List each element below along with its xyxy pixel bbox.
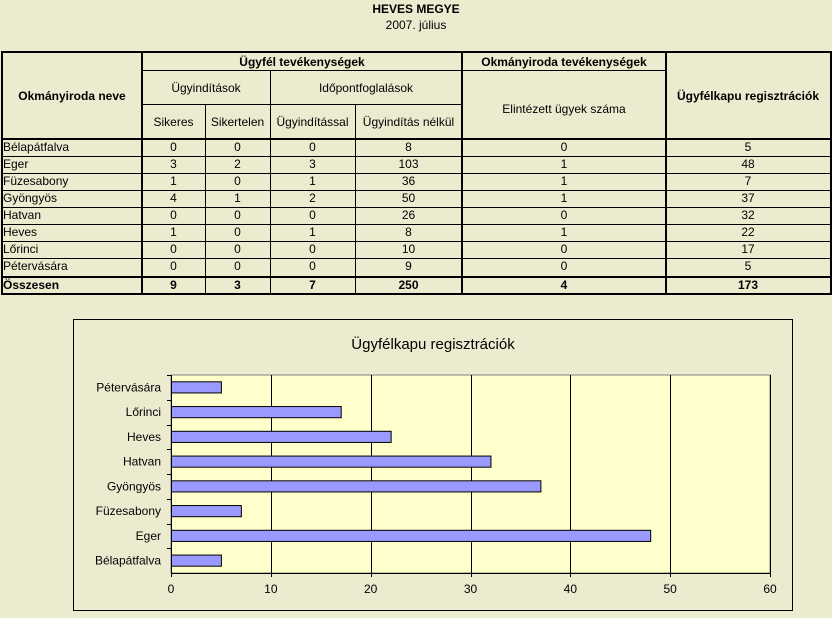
category-label: Eger [135,528,161,543]
bar [172,481,541,492]
value-cell: 0 [309,140,316,154]
value-cell: 0 [234,242,241,256]
value-cell: 1 [170,225,177,239]
value-cell: 0 [234,140,241,154]
value-cell: 22 [741,225,755,239]
category-label: Gyöngyös [106,479,161,494]
value-cell: 0 [309,242,316,256]
value-cell: 1 [309,225,316,239]
bar [172,382,222,393]
value-cell: 10 [401,242,416,256]
value-cell: 0 [309,208,316,222]
value-cell: 0 [170,140,177,154]
header-cases-done: Elintézett ügyek száma [502,102,626,116]
value-cell: 48 [741,157,755,171]
header-office-activity: Okmányiroda tevékenységek [481,54,647,69]
total-label: Összesen [3,278,60,292]
rule [142,104,462,105]
total-value-cell: 173 [737,278,759,292]
office-name-cell: Gyöngyös [3,191,58,205]
value-cell: 1 [234,191,241,205]
category-label: Bélapátfalva [94,553,161,568]
value-cell: 0 [560,140,568,154]
report-subtitle: 2007. július [385,18,447,32]
x-tick-label: 0 [167,582,175,596]
value-cell: 4 [170,191,177,205]
value-cell: 5 [744,140,752,154]
rule [142,70,462,71]
value-cell: 17 [741,242,755,256]
value-cell: 7 [744,174,752,188]
office-name-cell: Füzesabony [3,174,69,188]
header-unsuccessful: Sikertelen [210,115,265,129]
bar [172,506,242,517]
x-tick-label: 60 [763,582,777,596]
value-cell: 5 [744,259,752,273]
value-cell: 0 [170,259,177,273]
header-office-name: Okmányiroda neve [18,88,126,103]
bar [172,555,222,566]
header-appointments: Időpontfoglalások [318,80,414,95]
value-cell: 37 [741,191,755,205]
x-tick-label: 50 [663,582,677,596]
value-cell: 0 [234,225,241,239]
value-cell: 50 [401,191,416,205]
total-value-cell: 3 [234,278,241,292]
x-tick-label: 20 [363,582,378,596]
plot-area [171,375,770,573]
value-cell: 0 [560,242,568,256]
value-cell: 3 [309,157,316,171]
value-cell: 36 [401,174,416,188]
header-successful: Sikeres [153,115,194,129]
value-cell: 9 [405,259,412,273]
total-value-cell: 9 [170,278,177,292]
office-name-cell: Hatvan [3,208,42,222]
category-label: Hatvan [122,454,161,469]
total-value-cell: 7 [309,278,316,292]
value-cell: 1 [170,174,177,188]
value-cell: 8 [405,225,412,239]
value-cell: 0 [170,208,177,222]
office-name-cell: Eger [3,157,29,171]
value-cell: 1 [560,191,568,205]
value-cell: 3 [170,157,177,171]
value-cell: 2 [309,191,316,205]
rule [462,70,666,71]
value-cell: 0 [170,242,177,256]
value-cell: 0 [234,208,241,222]
value-cell: 0 [560,208,568,222]
value-cell: 1 [560,174,568,188]
value-cell: 0 [234,259,241,273]
x-tick-label: 30 [463,582,478,596]
value-cell: 0 [560,259,568,273]
category-label: Pétervására [96,380,161,395]
bar [172,407,342,418]
registrations-chart [73,319,793,611]
category-label: Heves [126,429,161,444]
value-cell: 2 [234,157,241,171]
category-label: Lőrinci [125,405,161,420]
value-cell: 1 [560,157,568,171]
chart-plot [74,320,792,610]
category-label: Füzesabony [95,504,161,519]
total-value-cell: 4 [560,278,568,292]
value-cell: 8 [405,140,412,154]
bar [172,456,491,467]
office-name-cell: Heves [3,225,38,239]
value-cell: 26 [401,208,416,222]
x-tick-label: 10 [264,582,278,596]
header-initiations: Ügyindítások [171,80,241,95]
office-name-cell: Pétervására [3,259,68,273]
chart-title: Ügyfélkapu regisztrációk [351,336,515,353]
total-value-cell: 250 [398,278,419,292]
value-cell: 103 [398,157,419,171]
x-tick-label: 40 [563,582,578,596]
header-portal-registrations: Ügyfélkapu regisztrációk [676,88,820,103]
value-cell: 0 [309,259,316,273]
header-client-activity: Ügyfél tevékenységek [239,54,365,69]
bar [172,431,392,442]
office-name-cell: Lőrinci [3,242,39,256]
header-without-initiation: Ügyindítás nélkül [362,115,455,129]
report-title: HEVES MEGYE [372,2,460,16]
value-cell: 1 [560,225,568,239]
bar [172,530,651,541]
header-with-initiation: Ügyindítással [276,115,349,129]
value-cell: 1 [309,174,316,188]
value-cell: 0 [234,174,241,188]
value-cell: 32 [741,208,755,222]
office-name-cell: Bélapátfalva [3,140,70,154]
